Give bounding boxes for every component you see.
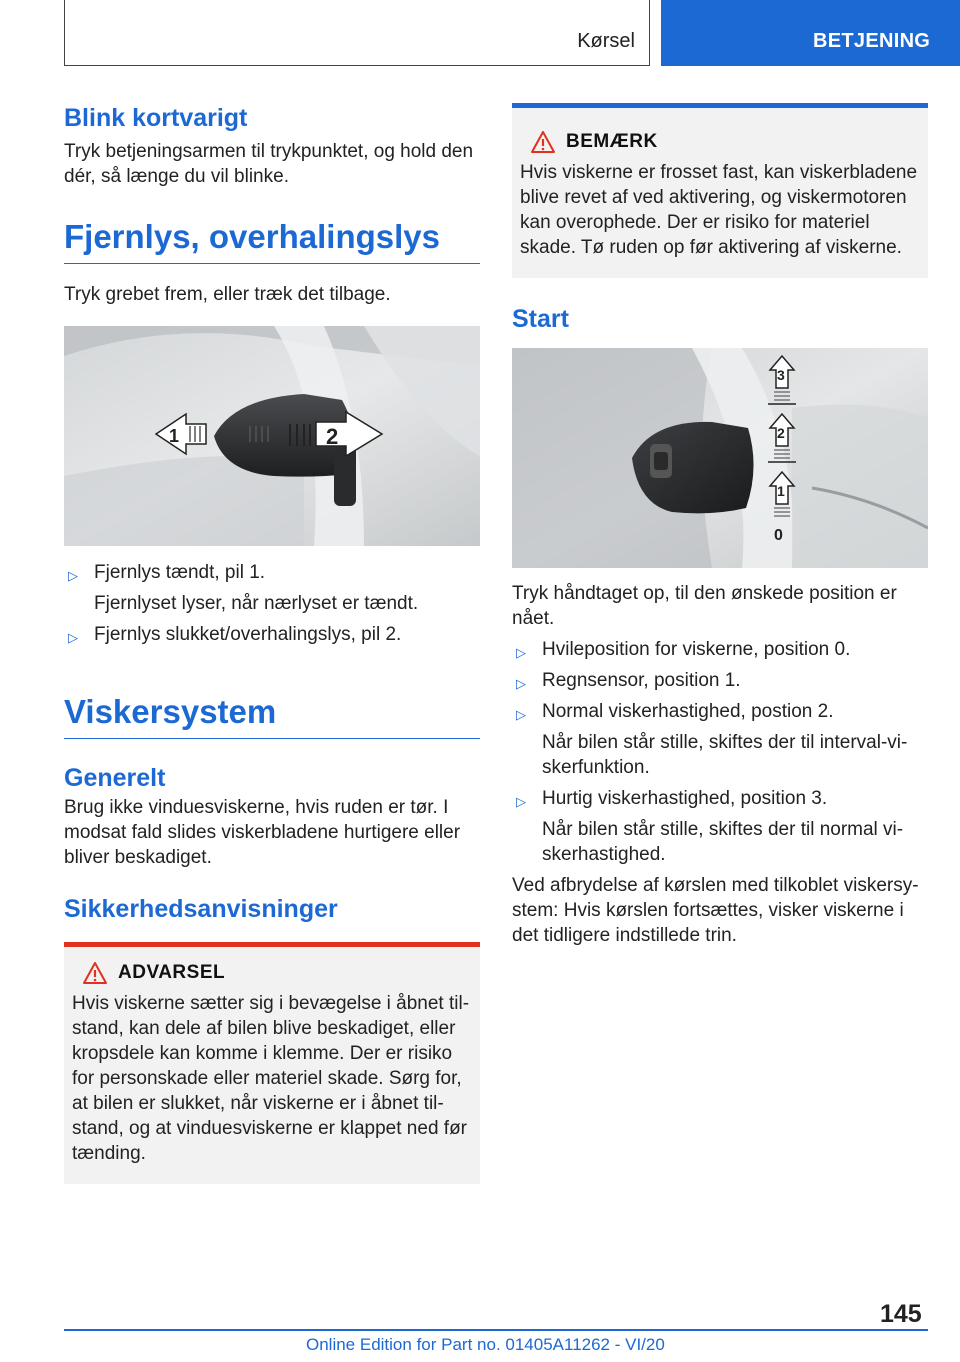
triangle-bullet-icon: ▷ [68,568,78,583]
list-item: ▷ Fjernlys tændt, pil 1. [64,560,480,585]
page-number: 145 [880,1300,922,1328]
fjernlys-list [64,560,480,647]
warning-label: ADVARSEL [118,962,226,983]
footer-divider [64,1329,928,1331]
triangle-bullet-icon: ▷ [68,630,78,645]
closing-text: Ved afbrydelse af kørslen med tilkoblet viskersy-stem: Hvis kørslen fortsættes, visker viskerne i det tidligere indstillede trin. [512,875,919,946]
generelt-text: Brug ikke vinduesviskerne, hvis ruden er tør. I modsat fald slides viskerbladene hurtigere eller bliver beskadiget. [64,797,461,868]
wiper-position-label-1: 1 [777,483,785,499]
list-item-subtext: Fjernlyset lyser, når nærlyset er tændt. [94,593,419,614]
warning-box [64,942,480,1184]
start-heading: Start [512,305,569,333]
warning-text: Hvis viskerne sætter sig i bevægelse i åbnet til-stand, kan dele af bilen blive beskadiget, eller kropsdele kan komme i klemme. Der er risiko for personskade eller materiel skade. Sørg for, at bilen er slukket, når viskerne er i åbnet til-stand, og at vinduesviskerne er klappet ned før tænding. [72,993,470,1164]
list-item: ▷ Hvileposition for viskerne, position 0. [512,637,928,662]
list-item: ▷ Fjernlys slukket/overhalingslys, pil 2. [64,622,480,647]
high-beam-illustration [64,326,480,546]
warning-triangle-icon [530,130,556,154]
wiper-position-label-3: 3 [777,367,785,383]
list-item-subtext: Når bilen står stille, skiftes der til normal vi-skerhastighed. [542,819,904,865]
high-beam-figure [64,326,480,546]
fjernlys-text: Tryk grebet frem, eller træk det tilbage. [64,284,391,305]
list-item: ▷ Regnsensor, position 1. [512,668,928,693]
warning-triangle-icon [82,961,108,985]
blink-heading: Blink kortvarigt [64,104,248,132]
generelt-heading: Generelt [64,764,166,792]
wiper-lever-illustration [512,348,928,568]
header-tab-label: BETJENING [813,30,931,52]
triangle-bullet-icon: ▷ [516,645,526,660]
list-item: ▷ Normal viskerhastighed, postion 2. [512,699,928,724]
header-section-title: Kørsel [577,30,635,52]
header-tab[interactable] [661,0,960,66]
wiper-position-list [512,637,928,867]
blink-text: Tryk betjeningsarmen til trykpunktet, og hold den dér, så længe du vil blinke. [64,141,474,187]
note-title [520,130,920,154]
start-text: Tryk håndtaget op, til den ønskede position er nået. [512,583,897,629]
left-column [64,103,480,1184]
high-beam-arrow-label-2: 2 [326,424,339,449]
header-section-box [64,0,650,66]
list-item-subtext: Når bilen står stille, skiftes der til interval-vi-skerfunktion. [542,732,908,778]
sikker-heading: Sikkerhedsanvisninger [64,895,338,923]
fjernlys-heading: Fjernlys, overhalingslys [64,217,480,264]
list-item: ▷ Hurtig viskerhastighed, position 3. [512,786,928,811]
triangle-bullet-icon: ▷ [516,676,526,691]
visker-heading: Viskersystem [64,692,480,739]
right-column [512,103,928,948]
wiper-position-label-0: 0 [774,527,783,544]
warning-title [72,961,472,985]
wiper-position-label-2: 2 [777,425,785,441]
footer-edition: Online Edition for Part no. 01405A11262 - VI/20 [306,1335,665,1354]
note-box [512,103,928,278]
triangle-bullet-icon: ▷ [516,794,526,809]
wiper-figure [512,348,928,568]
triangle-bullet-icon: ▷ [516,707,526,722]
note-text: Hvis viskerne er frosset fast, kan viskerbladene blive revet af ved aktivering, og viskermotoren kan overophede. Der er risiko for materiel skade. Tø ruden op før aktivering af viskerne. [520,162,918,258]
note-label: BEMÆRK [566,131,658,152]
high-beam-arrow-label-1: 1 [169,426,180,446]
